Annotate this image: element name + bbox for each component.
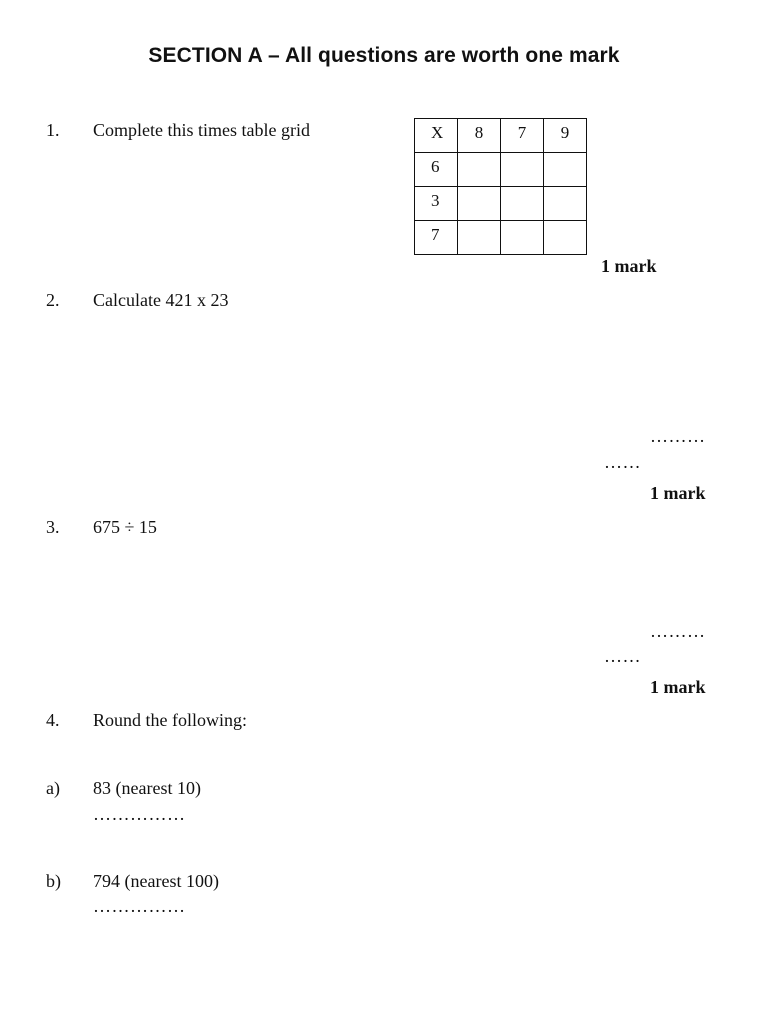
grid-answer-cell[interactable]	[544, 187, 587, 221]
grid-row	[415, 153, 587, 187]
question-4a-text: 83 (nearest 10)	[93, 778, 201, 798]
question-3-answer-line-continued[interactable]: ……	[604, 646, 641, 666]
grid-row	[415, 221, 587, 255]
grid-row-label: 7	[431, 225, 440, 244]
question-2-answer-line[interactable]: ………	[650, 426, 706, 446]
grid-corner-label: X	[431, 123, 444, 142]
grid-column-header	[544, 119, 587, 153]
question-4b-text: 794 (nearest 100)	[93, 871, 219, 891]
grid-row-label: 6	[431, 157, 440, 176]
question-4b-answer-line[interactable]: ……………	[93, 896, 186, 916]
grid-column-label: 7	[517, 123, 527, 142]
question-4b-label: b)	[46, 871, 61, 891]
grid-answer-cell[interactable]	[544, 153, 587, 187]
question-3-text: 675 ÷ 15	[93, 517, 157, 537]
question-3-mark: 1 mark	[650, 677, 706, 697]
grid-row-header	[415, 221, 458, 255]
question-2-text: Calculate 421 x 23	[93, 290, 229, 310]
section-title: SECTION A – All questions are worth one mark	[148, 44, 620, 67]
grid-column-header	[458, 119, 501, 153]
question-4-number: 4.	[46, 710, 60, 730]
question-1-number: 1.	[46, 120, 60, 140]
question-2-mark: 1 mark	[650, 483, 706, 503]
grid-header-row	[415, 119, 587, 153]
question-4-text: Round the following:	[93, 710, 247, 730]
grid-corner-cell	[415, 119, 458, 153]
grid-answer-cell[interactable]	[458, 187, 501, 221]
question-4a-label: a)	[46, 778, 60, 798]
question-3-answer-line[interactable]: ………	[650, 621, 706, 641]
grid-answer-cell[interactable]	[544, 221, 587, 255]
question-2-answer-line-continued[interactable]: ……	[604, 452, 641, 472]
grid-answer-cell[interactable]	[501, 221, 544, 255]
question-2-number: 2.	[46, 290, 60, 310]
grid-answer-cell[interactable]	[501, 153, 544, 187]
question-1-mark: 1 mark	[601, 256, 657, 276]
grid-row-header	[415, 153, 458, 187]
grid-column-label: 9	[560, 123, 570, 142]
grid-row	[415, 187, 587, 221]
times-table-grid	[414, 118, 587, 255]
grid-answer-cell[interactable]	[501, 187, 544, 221]
grid-row-header	[415, 187, 458, 221]
question-4a-answer-line[interactable]: ……………	[93, 804, 186, 824]
question-1-text: Complete this times table grid	[93, 120, 310, 140]
grid-column-header	[501, 119, 544, 153]
grid-row-label: 3	[431, 191, 440, 210]
grid-answer-cell[interactable]	[458, 153, 501, 187]
grid-answer-cell[interactable]	[458, 221, 501, 255]
question-3-number: 3.	[46, 517, 60, 537]
grid-column-label: 8	[474, 123, 484, 142]
